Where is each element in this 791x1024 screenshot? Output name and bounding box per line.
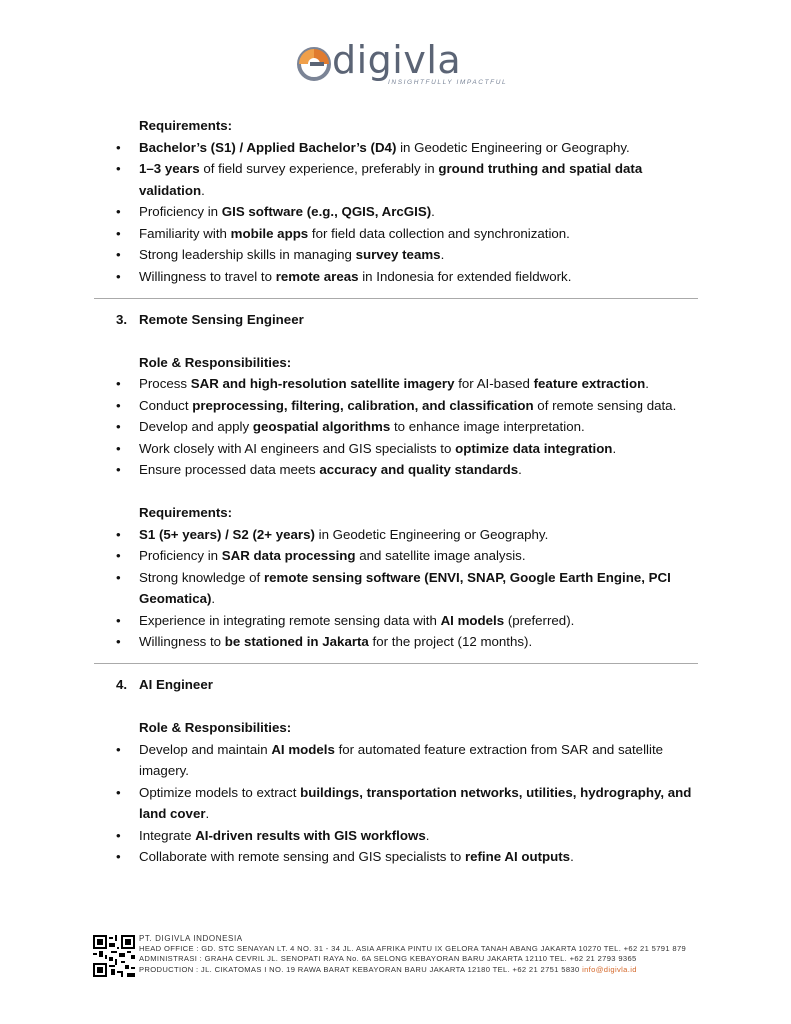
bold-text: remote areas: [275, 268, 359, 284]
bullet-item: [114, 567, 704, 610]
bullet-item: [114, 438, 704, 460]
text-run: Experience in integrating remote sensing data with: [139, 612, 441, 628]
bold-text: refine AI outputs: [464, 849, 571, 864]
text-run: for automated feature extraction from SAR and satellite imagery.: [139, 741, 664, 778]
section-number: 4.: [116, 677, 128, 692]
text-run: .: [211, 591, 216, 606]
horizontal-rule: [94, 663, 698, 664]
bold-text: ground truthing and spatial data validation: [139, 161, 643, 198]
bold-text: remote sensing software (ENVI, SNAP, Google Earth Engine, PCI Geomatica): [139, 569, 671, 606]
text-run: Proficiency in: [139, 204, 222, 219]
text-run: .: [570, 849, 574, 864]
bold-text: AI models: [271, 741, 335, 757]
text-run: Proficiency in: [139, 548, 222, 563]
logo-wordmark: digivla: [332, 38, 462, 82]
text-run: Willingness to: [139, 634, 225, 649]
text-run: to enhance image interpretation.: [390, 419, 585, 434]
bold-text: survey teams: [355, 247, 441, 262]
digivla-logo-icon: [296, 46, 332, 82]
text-run: for field data collection and synchronization.: [308, 225, 570, 241]
bold-text: preprocessing, filtering, calibration, and classification: [192, 397, 534, 413]
text-run: .: [431, 204, 435, 219]
text-run: Develop and maintain: [139, 741, 272, 757]
bullet-item: [114, 223, 704, 245]
bullet-item: [114, 545, 704, 567]
bold-text: 1–3 years: [139, 161, 200, 176]
text-run: for the project (12 months).: [368, 634, 533, 649]
bold-text: AI models: [440, 612, 505, 628]
footer-company-name: PT. DIGIVLA INDONESIA: [139, 934, 243, 943]
bullet-item: [114, 825, 704, 847]
text-run: and satellite image analysis.: [355, 548, 526, 563]
bullet-item: [114, 137, 704, 159]
section-number: 3.: [116, 311, 128, 327]
company-logo: [296, 38, 508, 90]
text-run: in Indonesia for extended fieldwork.: [358, 268, 572, 284]
text-run: Ensure processed data meets: [139, 462, 320, 477]
section-heading: [114, 674, 704, 696]
bold-text: be stationed in Jakarta: [224, 634, 369, 649]
subheading: Role & Responsibilities:: [139, 720, 292, 735]
footer-administrasi: ADMINISTRASI : GRAHA CEVRIL JL. SENOPATI RAYA No. 6A SELONG KEBAYORAN BARU JAKARTA 12110 TEL. +62 21 2793 9365: [139, 954, 637, 964]
footer-head-office: HEAD OFFICE : GD. STC SENAYAN LT. 4 NO. 31 - 34 JL. ASIA AFRIKA PINTU IX GELORA TANAH ABANG JAKARTA 10270 TEL. +62 21 5791 879: [139, 944, 687, 954]
text-run: .: [440, 247, 445, 262]
bold-text: AI-driven results with GIS workflows: [195, 827, 426, 843]
bold-text: SAR and high-resolution satellite imagery: [190, 376, 455, 391]
text-run: .: [205, 806, 210, 821]
bullet-item: [114, 395, 704, 417]
text-run: .: [518, 462, 522, 477]
spacer: [114, 696, 704, 718]
spacer: [114, 330, 704, 352]
text-run: .: [425, 827, 430, 843]
job-description-body: [114, 115, 704, 868]
text-run: Collaborate with remote sensing and GIS specialists to: [139, 849, 465, 864]
subheading: Role & Responsibilities:: [139, 354, 292, 370]
text-run: for AI-based: [454, 376, 534, 391]
bullet-item: [114, 846, 704, 868]
text-run: .: [612, 440, 617, 456]
text-run: Optimize models to extract: [139, 784, 301, 800]
footer-production: [139, 965, 686, 975]
bold-text: optimize data integration: [455, 440, 613, 456]
footer-production-address: PRODUCTION : JL. CIKATOMAS I NO. 19 RAWA BARAT KEBAYORAN BARU JAKARTA 12180 TEL. +62 21 2751 5830: [139, 964, 580, 974]
text-run: .: [201, 182, 205, 198]
qr-code-icon: [93, 935, 135, 977]
text-run: Strong knowledge of: [139, 569, 264, 585]
bold-text: GIS software (e.g., QGIS, ArcGIS): [221, 204, 432, 219]
bold-text: buildings, transportation networks, utilities, hydrography, and land cover: [139, 784, 692, 821]
bullet-item: [114, 459, 704, 481]
text-run: in Geodetic Engineering or Geography.: [314, 526, 549, 542]
text-run: of field survey experience, preferably in: [199, 161, 439, 176]
text-run: Willingness to travel to: [139, 268, 276, 284]
bullet-item: [114, 201, 704, 223]
text-run: of remote sensing data.: [533, 397, 677, 413]
bold-text: mobile apps: [230, 225, 309, 241]
text-run: Work closely with AI engineers and GIS specialists to: [139, 440, 456, 456]
bullet-item: [114, 610, 704, 632]
text-run: in Geodetic Engineering or Geography.: [396, 139, 630, 155]
bold-text: Bachelor’s (S1) / Applied Bachelor’s (D4): [139, 139, 397, 155]
bullet-item: [114, 158, 704, 201]
text-run: Integrate: [139, 827, 196, 843]
text-run: Familiarity with: [139, 225, 231, 241]
section-title: Remote Sensing Engineer: [139, 311, 304, 327]
bullet-item: [114, 782, 704, 825]
bullet-item: [114, 739, 704, 782]
bullet-item: [114, 524, 704, 546]
bullet-item: [114, 266, 704, 288]
subheading: Requirements:: [139, 505, 233, 520]
text-run: (preferred).: [504, 612, 575, 628]
bullet-item: [114, 631, 704, 653]
section-heading: [114, 309, 704, 331]
text-run: Conduct: [139, 397, 193, 413]
bold-text: S1 (5+ years) / S2 (2+ years): [139, 526, 315, 542]
bold-text: SAR data processing: [221, 548, 356, 563]
text-run: Strong leadership skills in managing: [139, 247, 356, 262]
text-run: Process: [139, 376, 191, 391]
logo-tagline: INSIGHTFULLY IMPACTFUL: [388, 79, 508, 86]
section-title: AI Engineer: [139, 677, 213, 692]
bold-text: geospatial algorithms: [252, 419, 391, 434]
bullet-item: [114, 416, 704, 438]
bullet-item: [114, 244, 704, 266]
subheading: Requirements:: [139, 118, 233, 133]
horizontal-rule: [94, 298, 698, 299]
text-run: .: [645, 376, 649, 391]
spacer: [114, 481, 704, 503]
page-footer: [139, 934, 686, 975]
bold-text: feature extraction: [533, 376, 646, 391]
bullet-item: [114, 373, 704, 395]
bold-text: accuracy and quality standards: [319, 462, 519, 477]
text-run: Develop and apply: [139, 419, 253, 434]
footer-email-link[interactable]: info@digivla.id: [582, 964, 637, 974]
